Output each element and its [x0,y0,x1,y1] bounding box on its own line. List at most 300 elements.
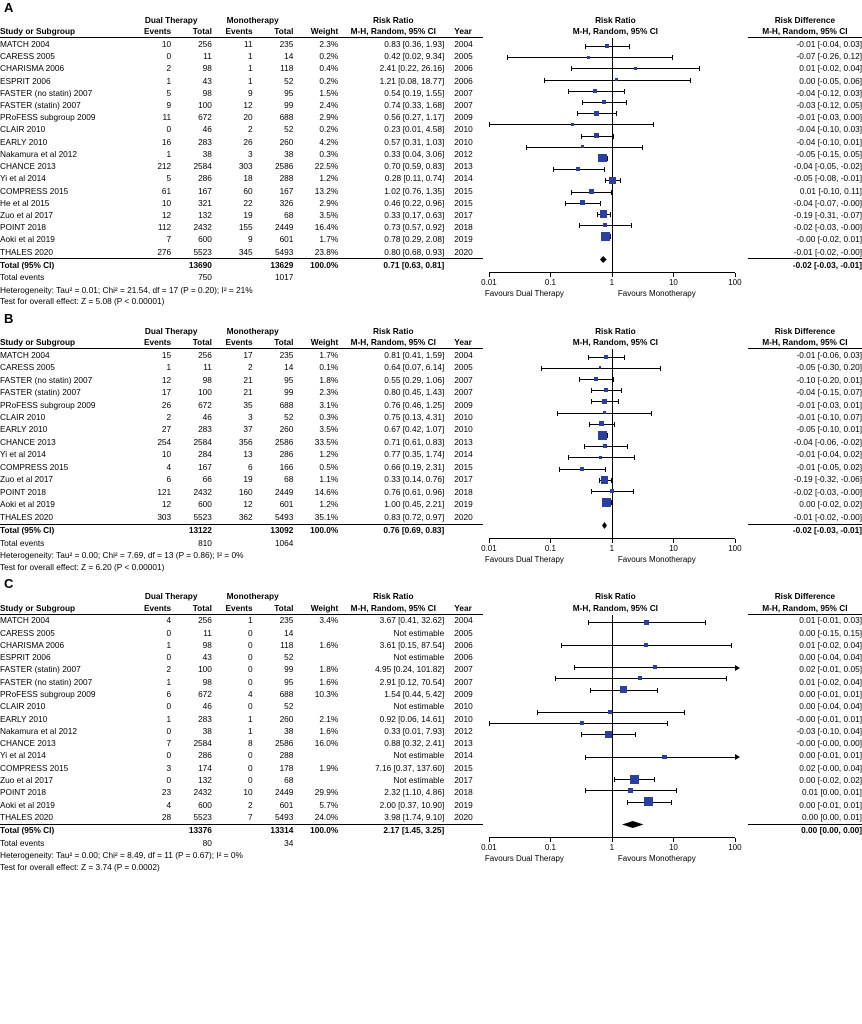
cell-weight: 1.5% [319,87,339,98]
cell-events-1: 0 [166,51,172,62]
cell-rr: 0.64 [0.07, 6.14] [384,362,445,373]
cell-weight: 4.2% [319,136,339,147]
header-plot-risk-ratio: Risk Ratio [595,591,636,602]
cell-year: 2017 [454,474,473,485]
table-row [0,38,862,50]
cell-study: POINT 2018 [0,787,46,798]
cell-events-2: 356 [238,436,253,447]
cell-events-1: 15 [161,349,172,360]
cell-weight: 0.3% [319,148,339,159]
cell-rr: 0.42 [0.02, 9.34] [384,51,445,62]
header-total-1: Total [192,336,212,347]
cell-events-2: 0 [248,639,253,650]
cell-weight: 0.1% [319,362,339,373]
cell-risk-difference: -0.01 [-0.03, 0.01] [796,399,862,410]
overall-effect-row [0,862,862,873]
heterogeneity-text: Heterogeneity: Tau² = 0.01; Chi² = 21.54, df = 17 (P = 0.20); I² = 21% [0,284,253,295]
confidence-interval-line [526,147,642,148]
cell-events-2: 12 [243,100,253,110]
effect-marker [602,498,611,507]
cell-risk-difference: -0.05 [-0.15, 0.05] [796,148,862,159]
cell-events-2: 3 [248,148,253,159]
cell-rr: 0.28 [0.11, 0.74] [384,173,445,184]
cell-risk-difference: -0.01 [-0.02, -0.00] [793,511,862,522]
cell-weight: 3.1% [319,399,339,410]
cell-rr: 0.74 [0.33, 1.68] [384,100,445,110]
cell-weight: 1.2% [319,449,339,460]
line-of-no-effect [612,615,613,837]
ci-cap-left [591,388,592,393]
effect-marker [594,377,598,381]
cell-study: PRoFESS subgroup 2009 [0,112,96,123]
cell-events-2: 0 [248,652,253,663]
cell-total-1: 256 [198,615,212,626]
confidence-interval-line [489,723,667,724]
ci-cap-right [651,411,652,416]
cell-total-1: 174 [198,762,212,773]
ci-cap-right [654,777,655,782]
cell-risk-difference: -0.05 [-0.10, 0.01] [796,424,862,435]
cell-year: 2006 [454,652,473,663]
cell-weight: 1.1% [319,474,339,485]
cell-events-2: 1 [248,615,253,626]
ci-cap-left [507,55,508,60]
cell-events-1: 17 [161,387,172,398]
cell-study: ESPRIT 2006 [0,75,51,86]
cell-rr: 2.41 [0.22, 26.16] [379,63,445,74]
cell-total-2: 235 [279,38,294,49]
cell-events-2: 3 [248,411,253,422]
cell-study: MATCH 2004 [0,349,50,360]
cell-risk-difference: -0.04 [-0.10, 0.03] [796,124,862,135]
cell-risk-difference: 0.01 [-0.02, 0.04] [799,63,862,74]
effect-marker [610,489,614,493]
cell-total-1: 600 [198,234,212,245]
heterogeneity-text: Heterogeneity: Tau² = 0.00; Chi² = 7.69, df = 13 (P = 0.86); I² = 0% [0,550,244,561]
cell-total-1: 672 [198,112,212,123]
cell-year: 2006 [454,639,473,650]
cell-risk-difference: 0.00 [-0.02, 0.02] [799,499,862,510]
panel-spacer [0,873,862,876]
cell-study: COMPRESS 2015 [0,461,69,472]
cell-events-1: 121 [157,486,172,497]
cell-study: Aoki et al 2019 [0,499,55,510]
cell-rr: 0.46 [0.22, 0.96] [384,197,445,208]
ci-cap-left [568,455,569,460]
total-events-1: 80 [202,837,212,848]
cell-weight: 23.8% [314,246,339,257]
cell-events-2: 2 [248,799,253,810]
effect-marker [580,721,584,725]
header-year: Year [454,26,472,37]
ci-cap-right [699,66,700,71]
cell-rr: 0.81 [0.41, 1.59] [384,349,445,360]
table-header-group-row [0,15,862,26]
cell-events-2: 0 [248,664,253,675]
cell-study: Zuo et al 2017 [0,474,54,485]
cell-year: 2006 [454,63,473,74]
cell-rr: Not estimable [393,750,445,761]
cell-risk-difference: -0.03 [-0.10, 0.04] [796,725,862,736]
cell-events-1: 3 [166,762,172,773]
cell-total-2: 601 [279,499,294,510]
cell-study: CLAIR 2010 [0,124,46,135]
cell-rr: 2.91 [0.12, 70.54] [379,676,445,687]
cell-events-1: 10 [161,197,172,208]
ci-cap-right [672,55,673,60]
ci-cap-right [611,478,612,483]
cell-year: 2004 [454,615,473,626]
cell-events-2: 345 [238,246,253,257]
effect-marker [589,189,594,194]
header-plot-ci: M-H, Random, 95% CI [572,602,658,613]
ci-cap-left [588,355,589,360]
cell-total-2: 38 [284,148,294,159]
x-axis-tick-label: 10 [668,843,678,853]
x-axis-tick-label: 1 [609,543,615,553]
effect-marker [608,710,612,714]
cell-events-1: 5 [166,173,172,184]
effect-marker [620,686,627,693]
cell-risk-difference: 0.00 [-0.04, 0.04] [799,701,862,712]
header-events-2: Events [225,26,253,37]
forest-plot [483,38,748,296]
cell-risk-difference: 0.02 [-0.00, 0.04] [799,762,862,773]
header-total-2: Total [274,26,294,37]
cell-events-1: 254 [157,436,172,447]
total-weight: 100.0% [310,825,339,836]
cell-weight: 1.6% [319,676,339,687]
cell-total-1: 11 [203,627,212,638]
cell-total-1: 98 [202,63,212,74]
cell-study: PRoFESS subgroup 2009 [0,689,96,700]
header-year-spacer [448,15,483,26]
cell-rr: 0.78 [0.29, 2.08] [384,234,445,245]
cell-rr: 2.32 [1.10, 4.86] [384,787,445,798]
ci-cap-left [555,676,556,681]
total-rd: -0.02 [-0.03, -0.01] [792,259,862,270]
cell-total-2: 688 [279,112,294,123]
ci-cap-left [590,688,591,693]
cell-rr: 0.92 [0.06, 14.61] [379,713,445,724]
ci-cap-right [660,366,661,371]
cell-weight: 2.4% [319,100,339,110]
ci-cap-right [614,422,615,427]
cell-year: 2004 [454,38,473,49]
total-weight: 100.0% [310,525,339,536]
cell-total-2: 95 [284,374,294,385]
effect-marker [603,411,606,414]
header-events-2: Events [225,336,253,347]
cell-total-2: 52 [284,701,294,712]
cell-total-2: 260 [279,424,294,435]
x-axis-tick-label: 1 [609,278,615,287]
cell-rr: 0.56 [0.27, 1.17] [384,112,445,123]
ci-cap-right [604,167,605,172]
effect-marker [593,89,597,93]
overall-effect-row [0,562,862,573]
favours-right-label: Favours Monotherapy [617,854,696,864]
cell-total-2: 118 [280,639,294,650]
header-total-1: Total [192,26,212,37]
header-weight: Weight [310,336,339,347]
effect-marker [644,643,648,647]
cell-risk-difference: 0.00 [-0.04, 0.04] [799,652,862,663]
ci-cap-left [489,721,490,726]
ci-cap-right [634,455,635,460]
cell-weight: 1.2% [319,173,339,184]
cell-total-2: 2586 [274,436,294,447]
cell-events-2: 7 [248,811,253,822]
x-axis-tick-label: 100 [728,843,742,853]
cell-rr: 0.80 [0.68, 0.93] [384,246,445,257]
forest-panel-c [0,576,862,872]
cell-events-2: 0 [248,627,253,638]
table-header-row [0,603,862,614]
ci-cap-left [581,732,582,737]
cell-study: THALES 2020 [0,811,54,822]
effect-marker [644,797,653,806]
cell-events-1: 1 [166,75,172,86]
total-n2: 13092 [270,525,294,536]
effect-marker [634,67,637,70]
cell-year: 2013 [454,161,473,172]
effect-marker [630,775,639,784]
cell-weight: 2.9% [319,112,339,123]
header-risk-ratio: Risk Ratio [372,15,414,25]
cell-total-1: 2432 [193,222,212,233]
cell-risk-difference: -0.05 [-0.08, -0.01] [793,173,862,184]
cell-total-1: 256 [198,349,212,360]
cell-weight: 1.6% [319,725,339,736]
cell-weight: 1.7% [319,234,339,245]
cell-total-2: 52 [284,411,294,422]
header-risk-difference: Risk Difference [774,15,836,25]
cell-events-2: 19 [243,474,253,485]
cell-study: CLAIR 2010 [0,411,46,422]
header-rr-ci: M-H, Random, 95% CI [350,26,436,37]
confidence-interval-line [585,757,735,758]
cell-total-2: 5493 [274,246,294,257]
cell-total-1: 66 [202,474,212,485]
cell-events-2: 26 [243,136,253,147]
ci-cap-left [585,788,586,793]
cell-weight: 35.1% [314,511,339,522]
ci-arrow-right [735,665,740,671]
cell-year: 2007 [454,87,473,98]
header-events-1: Events [143,26,172,37]
effect-marker [604,355,608,359]
cell-total-1: 11 [203,51,212,62]
cell-year: 2009 [454,689,473,700]
cell-weight: 16.0% [314,738,339,749]
cell-events-1: 10 [161,38,172,49]
cell-weight: 1.8% [319,664,339,675]
header-dual-therapy: Dual Therapy [144,591,198,602]
cell-total-1: 100 [198,100,212,110]
total-rr: 0.76 [0.69, 0.83] [383,525,445,536]
cell-study: Zuo et al 2017 [0,209,54,220]
header-rd-ci: M-H, Random, 95% CI [762,26,848,37]
cell-events-2: 10 [243,787,253,798]
ci-cap-left [557,411,558,416]
cell-year: 2017 [454,209,473,220]
cell-weight: 1.7% [319,349,339,360]
header-rd-ci: M-H, Random, 95% CI [762,336,848,347]
cell-risk-difference: -0.00 [-0.02, 0.01] [796,234,862,245]
header-risk-difference: Risk Difference [774,591,836,602]
total-events-label: Total events [0,272,45,283]
cell-events-2: 35 [243,399,253,410]
cell-risk-difference: 0.00 [-0.01, 0.01] [799,689,862,700]
table-header-row [0,26,862,37]
header-dual-therapy: Dual Therapy [144,325,198,336]
cell-rr: 7.16 [0.37, 137.60] [375,762,445,773]
cell-risk-difference: 0.00 [-0.15, 0.15] [799,627,862,638]
cell-risk-difference: -0.02 [-0.03, -0.00] [793,222,862,233]
header-year: Year [454,602,472,613]
cell-weight: 29.9% [314,787,339,798]
effect-marker [587,56,590,59]
cell-study: CHANCE 2013 [0,161,56,172]
cell-total-1: 284 [198,449,212,460]
cell-study: EARLY 2010 [0,136,48,147]
ci-cap-left [582,100,583,105]
header-risk-ratio: Risk Ratio [372,591,414,602]
cell-risk-difference: 0.00 [-0.01, 0.01] [799,750,862,761]
cell-events-1: 2 [166,664,172,675]
ci-cap-left [571,66,572,71]
effect-marker [628,788,634,794]
cell-events-1: 5 [166,87,172,98]
cell-rr: 3.98 [1.74, 9.10] [384,811,445,822]
cell-total-1: 43 [202,652,212,663]
ci-cap-left [553,167,554,172]
cell-study: Yi et al 2014 [0,449,46,460]
forest-plot-canvas [483,615,741,862]
effect-marker [599,421,604,426]
header-weight-spacer [293,326,338,337]
effect-marker [604,388,608,392]
overall-effect-text: Test for overall effect: Z = 3.74 (P = 0.0002) [0,861,160,872]
forest-table [0,591,862,872]
cell-weight: 2.1% [319,713,339,724]
cell-total-1: 672 [198,689,212,700]
cell-weight: 3.5% [319,209,339,220]
cell-rr: 1.02 [0.76, 1.35] [384,185,445,196]
forest-plot-canvas [483,349,741,562]
cell-events-2: 1 [248,63,253,74]
cell-year: 2019 [454,799,473,810]
cell-events-2: 303 [238,161,253,172]
ci-cap-right [731,643,732,648]
cell-rr: Not estimable [393,775,445,785]
ci-cap-left [579,223,580,228]
cell-rr: 2.00 [0.37, 10.90] [379,799,445,810]
cell-events-2: 13 [243,449,253,460]
cell-year: 2015 [454,762,473,773]
line-of-no-effect [612,38,613,272]
cell-year: 2010 [454,701,473,712]
cell-total-1: 11 [203,362,212,373]
cell-risk-difference: -0.10 [-0.20, 0.01] [796,374,862,385]
total-n1: 13376 [188,825,212,836]
ci-cap-right [613,377,614,382]
header-weight-spacer [293,591,338,602]
x-axis-tick-label: 0.01 [481,543,497,553]
header-spacer [0,326,130,337]
cell-events-1: 0 [166,725,172,736]
cell-rr: Not estimable [393,652,445,663]
overall-effect-text: Test for overall effect: Z = 5.08 (P < 0.00001) [0,296,165,307]
cell-total-2: 286 [279,449,294,460]
cell-risk-difference: 0.01 [-0.01, 0.03] [799,615,862,626]
cell-rr: 0.66 [0.19, 2.31] [384,461,445,472]
ci-cap-left [581,134,582,139]
cell-events-2: 21 [243,374,253,385]
effect-marker [653,665,657,669]
header-weight-spacer [293,15,338,26]
summary-diamond [598,255,610,264]
cell-total-2: 2449 [274,787,294,798]
cell-risk-difference: 0.00 [-0.01, 0.01] [799,799,862,810]
ci-cap-left [579,377,580,382]
ci-cap-left [627,800,628,805]
cell-total-2: 260 [279,713,294,724]
cell-total-1: 100 [198,664,212,675]
forest-panel-a [0,0,862,308]
cell-risk-difference: -0.01 [-0.02, -0.00] [793,246,862,257]
cell-risk-difference: -0.04 [-0.05, -0.02] [793,161,862,172]
ci-cap-left [589,422,590,427]
cell-risk-difference: -0.05 [-0.30, 0.20] [796,362,862,373]
cell-weight: 0.4% [319,63,339,74]
ci-cap-left [597,212,598,217]
cell-weight: 33.5% [314,436,339,447]
cell-events-1: 12 [161,499,172,510]
header-year-spacer [448,326,483,337]
cell-risk-difference: -0.01 [-0.04, 0.03] [796,38,862,49]
cell-study: THALES 2020 [0,511,54,522]
cell-total-2: 52 [284,652,294,663]
cell-events-1: 0 [166,627,172,638]
effect-marker [580,200,585,205]
header-monotherapy: Monotherapy [226,591,279,602]
cell-risk-difference: 0.00 [-0.02, 0.02] [799,775,862,785]
cell-total-1: 132 [198,775,212,785]
cell-risk-difference: -0.19 [-0.31, -0.07] [793,209,862,220]
cell-events-1: 4 [166,461,172,472]
cell-total-1: 283 [198,713,212,724]
cell-total-1: 38 [202,148,212,159]
cell-total-2: 99 [284,100,294,110]
cell-total-2: 14 [284,51,294,62]
ci-cap-left [565,201,566,206]
total-events-2: 34 [284,837,294,848]
cell-events-1: 2 [166,63,172,74]
cell-study: CHANCE 2013 [0,738,56,749]
header-spacer [0,15,130,26]
total-events-label: Total events [0,537,45,548]
ci-cap-left [568,89,569,94]
panel-label: C [4,576,14,592]
cell-year: 2014 [454,750,473,761]
cell-total-2: 118 [280,63,294,74]
cell-events-2: 0 [248,775,253,785]
x-axis-tick-label: 100 [728,543,742,553]
x-axis-tick-label: 0.1 [544,278,556,287]
cell-rr: 0.67 [0.42, 1.07] [384,424,445,435]
